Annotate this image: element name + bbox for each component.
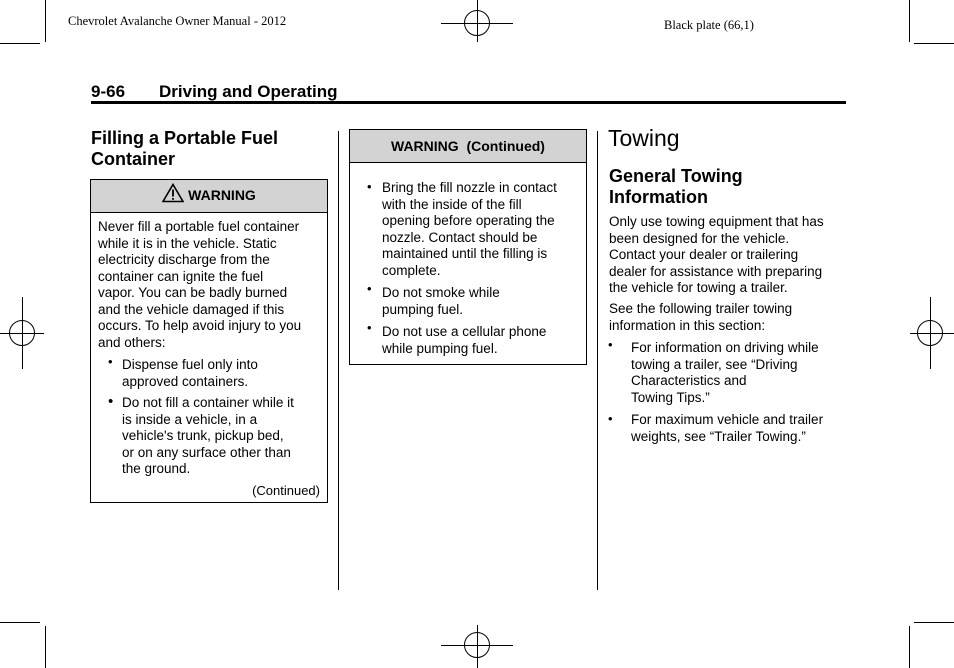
- section-title-towing: Towing: [608, 125, 680, 151]
- page-number: 9-66: [91, 82, 126, 101]
- warning-text-line: vapor. You can be badly burned: [98, 285, 288, 300]
- warning-text-line: container can ignite the fuel: [98, 268, 264, 284]
- towing-paragraph-1: Only use towing equipment that has been designed for the vehicle. Contact your dealer or trailering dealer for assistance with preparing the vehicle for towing a trailer.: [609, 214, 824, 295]
- warning-text-line: electricity discharge from the: [98, 252, 270, 267]
- warning-text-line: occurs. To help avoid injury to you: [98, 318, 302, 333]
- section-title: Driving and Operating: [159, 82, 338, 101]
- warning-continued-box: [349, 129, 587, 365]
- towing-paragraph-2: See the following trailer towing information in this section:: [609, 301, 793, 333]
- print-header-left: Chevrolet Avalanche Owner Manual - 2012: [68, 14, 287, 28]
- column-divider: [597, 131, 598, 590]
- crop-mark: [45, 0, 46, 42]
- crop-mark: [909, 0, 910, 42]
- section-heading-filling-fuel-container: Filling a Portable Fuel Container: [91, 128, 279, 169]
- warning-title-bar: [91, 180, 327, 213]
- crop-mark: [45, 626, 46, 668]
- warning-continued-title-bar: [350, 130, 586, 163]
- crop-mark: [909, 626, 910, 668]
- list-item: • Dispense fuel only into approved containers.: [108, 354, 258, 389]
- bullet-glyph: •: [108, 354, 113, 369]
- bullet-glyph: •: [608, 337, 613, 352]
- crop-mark: [914, 43, 954, 44]
- crop-mark: [914, 622, 954, 623]
- crop-mark: [0, 43, 40, 44]
- list-item: • Do not use a cellular phone while pumping fuel.: [367, 320, 547, 356]
- continued-label: (Continued): [252, 483, 320, 498]
- subheading-general-towing: General Towing Information: [609, 166, 743, 207]
- warning-text-line: and others:: [98, 334, 166, 350]
- list-item: • For maximum vehicle and trailer weights, see “Trailer Towing.”: [608, 411, 824, 444]
- warning-continued-bullet-list: [358, 180, 586, 357]
- bullet-glyph: •: [367, 281, 372, 296]
- print-header-right: Black plate (66,1): [664, 18, 754, 32]
- crop-mark: [0, 622, 40, 623]
- bullet-glyph: •: [108, 393, 114, 410]
- towing-bullet-list: [608, 337, 849, 445]
- list-item: • For information on driving while towing a trailer, see “Driving Characteristics and Towing Tips.”: [608, 337, 819, 405]
- warning-text-line: Never fill a portable fuel container: [98, 219, 300, 234]
- bullet-glyph: •: [608, 411, 613, 426]
- warning-bullet-list: [98, 354, 326, 478]
- warning-title: WARNING: [188, 187, 256, 203]
- warning-triangle-icon: [162, 183, 184, 203]
- warning-text-line: and the vehicle damaged if this: [98, 301, 285, 317]
- warning-text-line: while it is in the vehicle. Static: [98, 235, 277, 251]
- page-header: [91, 82, 846, 104]
- list-item: • Do not fill a container while it is inside a vehicle, in a vehicle's trunk, pickup bed, or on any surface other than the ground.: [108, 393, 294, 476]
- warning-box: [90, 179, 328, 503]
- column-divider: [338, 131, 339, 590]
- list-item: • Bring the fill nozzle in contact with the inside of the fill opening before operating the nozzle. Contact should be maintained until the filling is complete.: [367, 179, 557, 278]
- bullet-glyph: •: [367, 179, 372, 194]
- warning-continued-title: WARNING (Continued): [391, 138, 545, 154]
- list-item: • Do not smoke while pumping fuel.: [367, 281, 500, 317]
- bullet-glyph: •: [367, 320, 372, 335]
- warning-body: [98, 219, 326, 478]
